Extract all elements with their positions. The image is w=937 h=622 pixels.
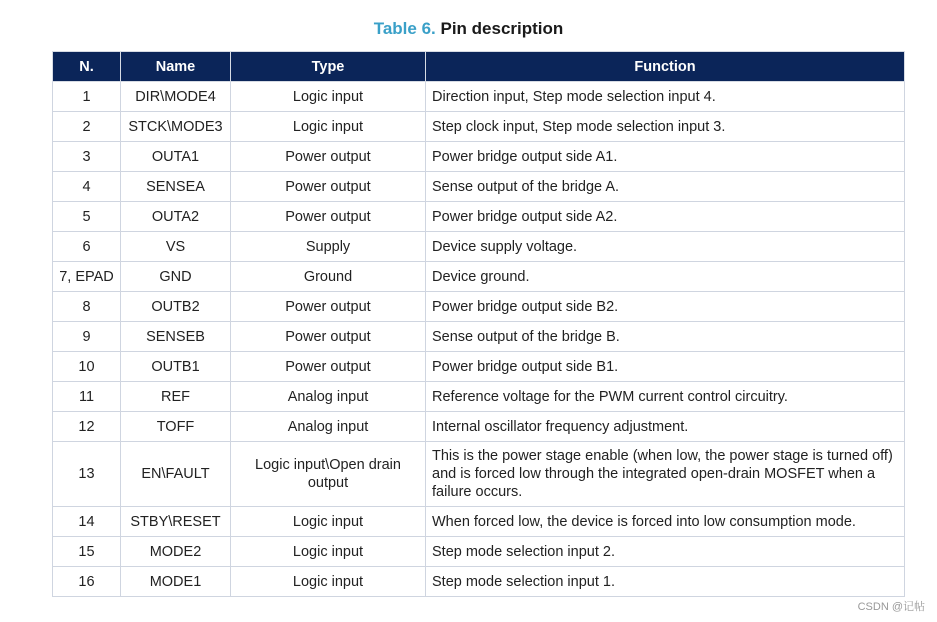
pin-name: VS	[121, 232, 231, 262]
header-name: Name	[121, 52, 231, 82]
pin-function: This is the power stage enable (when low, the power stage is turned off) and is forced low through the integrated open-drain MOSFET when a failure occurs.	[426, 442, 905, 507]
pin-number: 9	[53, 322, 121, 352]
pin-number: 2	[53, 112, 121, 142]
pin-function: Internal oscillator frequency adjustment.	[426, 412, 905, 442]
pin-number: 3	[53, 142, 121, 172]
table-row	[53, 142, 905, 172]
pin-type: Analog input	[231, 382, 426, 412]
header-type: Type	[231, 52, 426, 82]
pin-type: Logic input	[231, 537, 426, 567]
pin-function: Power bridge output side A1.	[426, 142, 905, 172]
pin-type: Analog input	[231, 412, 426, 442]
table-title: Pin description	[440, 19, 564, 38]
pin-name: MODE1	[121, 567, 231, 597]
pin-name: OUTB1	[121, 352, 231, 382]
table-row	[53, 232, 905, 262]
pin-type: Power output	[231, 142, 426, 172]
table-number: Table 6.	[373, 19, 436, 38]
table-row	[53, 202, 905, 232]
pin-number: 5	[53, 202, 121, 232]
pin-function: Direction input, Step mode selection input 4.	[426, 82, 905, 112]
pin-number: 7, EPAD	[53, 262, 121, 292]
pin-name: EN\FAULT	[121, 442, 231, 507]
table-row	[53, 172, 905, 202]
header-number: N.	[53, 52, 121, 82]
pin-number: 8	[53, 292, 121, 322]
pin-type: Logic input	[231, 112, 426, 142]
pin-function: Sense output of the bridge A.	[426, 172, 905, 202]
pin-type: Supply	[231, 232, 426, 262]
pin-function: Step mode selection input 2.	[426, 537, 905, 567]
pin-function: Step clock input, Step mode selection input 3.	[426, 112, 905, 142]
pin-function: Power bridge output side B1.	[426, 352, 905, 382]
pin-type: Ground	[231, 262, 426, 292]
pin-type: Logic input\Open drain output	[231, 442, 426, 507]
pin-function: Power bridge output side B2.	[426, 292, 905, 322]
table-row	[53, 507, 905, 537]
table-row	[53, 322, 905, 352]
pin-type: Logic input	[231, 507, 426, 537]
pin-name: STCK\MODE3	[121, 112, 231, 142]
pin-number: 12	[53, 412, 121, 442]
pin-name: DIR\MODE4	[121, 82, 231, 112]
pin-type: Power output	[231, 322, 426, 352]
pin-number: 6	[53, 232, 121, 262]
table-caption	[0, 18, 937, 40]
pin-function: Sense output of the bridge B.	[426, 322, 905, 352]
table-row	[53, 352, 905, 382]
table-row	[53, 382, 905, 412]
pin-function: When forced low, the device is forced into low consumption mode.	[426, 507, 905, 537]
pin-number: 4	[53, 172, 121, 202]
pin-name: REF	[121, 382, 231, 412]
pin-name: STBY\RESET	[121, 507, 231, 537]
pin-name: SENSEA	[121, 172, 231, 202]
pin-number: 16	[53, 567, 121, 597]
table-header-row	[53, 52, 905, 82]
pin-number: 10	[53, 352, 121, 382]
table-row	[53, 112, 905, 142]
header-function: Function	[426, 52, 905, 82]
pin-name: MODE2	[121, 537, 231, 567]
pin-name: TOFF	[121, 412, 231, 442]
table-row	[53, 412, 905, 442]
pin-type: Logic input	[231, 567, 426, 597]
pin-function: Reference voltage for the PWM current control circuitry.	[426, 382, 905, 412]
pin-function: Device ground.	[426, 262, 905, 292]
pin-type: Logic input	[231, 82, 426, 112]
watermark: CSDN @记帖	[857, 601, 925, 613]
pin-type: Power output	[231, 292, 426, 322]
table-row	[53, 82, 905, 112]
pin-number: 14	[53, 507, 121, 537]
pin-function: Step mode selection input 1.	[426, 567, 905, 597]
pin-function: Power bridge output side A2.	[426, 202, 905, 232]
table-row	[53, 262, 905, 292]
pin-number: 1	[53, 82, 121, 112]
pin-name: OUTB2	[121, 292, 231, 322]
table-row	[53, 567, 905, 597]
table-row	[53, 292, 905, 322]
pin-name: GND	[121, 262, 231, 292]
table-row	[53, 442, 905, 507]
pin-number: 11	[53, 382, 121, 412]
pin-name: OUTA2	[121, 202, 231, 232]
pin-number: 15	[53, 537, 121, 567]
table-row	[53, 537, 905, 567]
pin-name: OUTA1	[121, 142, 231, 172]
pin-type: Power output	[231, 172, 426, 202]
pin-type: Power output	[231, 202, 426, 232]
pin-function: Device supply voltage.	[426, 232, 905, 262]
pin-number: 13	[53, 442, 121, 507]
pin-description-table	[52, 51, 905, 597]
pin-name: SENSEB	[121, 322, 231, 352]
pin-type: Power output	[231, 352, 426, 382]
